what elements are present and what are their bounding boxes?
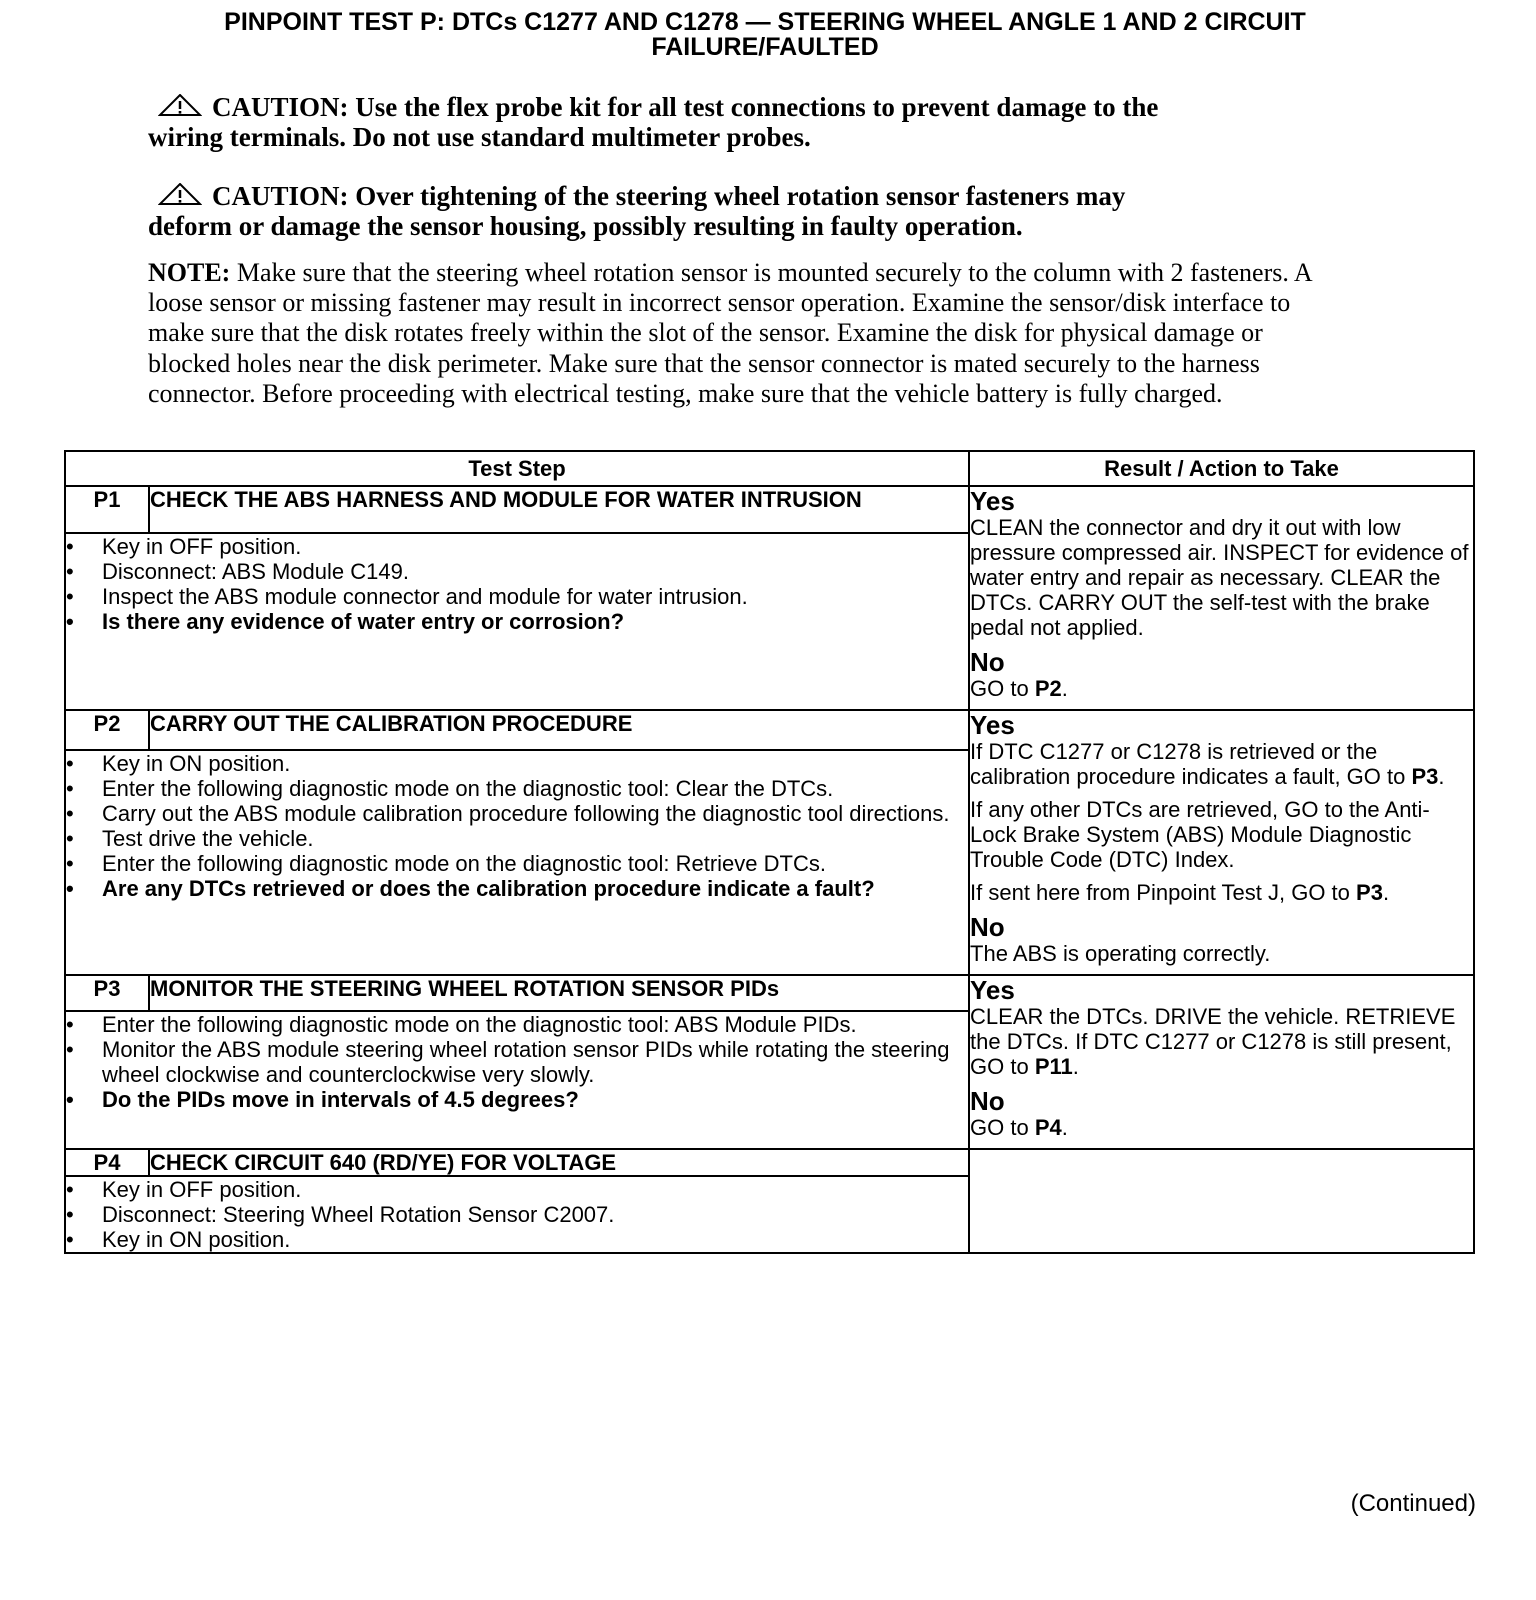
caution-text-line-1: CAUTION: Use the flex probe kit for all test connections to prevent damage to the: [212, 92, 1159, 122]
list-item: • Monitor the ABS module steering wheel rotation sensor PIDs while rotating the steering wheel clockwise and counterclockwise very slowly.: [66, 1037, 968, 1087]
goto-step-link: P4: [1034, 1115, 1062, 1140]
step-question: • Do the PIDs move in intervals of 4.5 degrees?: [66, 1087, 968, 1112]
step-id: P4: [65, 1149, 149, 1176]
page-title-line-2: FAILURE/FAULTED: [651, 33, 879, 61]
caution-flex-probe: [148, 92, 1378, 152]
result-cell: [969, 1149, 1474, 1253]
page-title-line-1: PINPOINT TEST P: DTCs C1277 AND C1278 — STEERING WHEEL ANGLE 1 AND 2 CIRCUIT: [224, 8, 1306, 36]
result-yes-label: Yes: [970, 710, 1015, 740]
header-test-step: Test Step: [65, 451, 969, 486]
step-heading: CHECK THE ABS HARNESS AND MODULE FOR WATER INTRUSION: [149, 486, 969, 533]
step-heading: MONITOR THE STEERING WHEEL ROTATION SENSOR PIDs: [149, 975, 969, 1011]
list-item: • Enter the following diagnostic mode on the diagnostic tool: ABS Module PIDs.: [66, 1012, 968, 1037]
step-body: [65, 1011, 969, 1149]
list-item: • Disconnect: Steering Wheel Rotation Sensor C2007.: [66, 1202, 968, 1227]
list-item: • Disconnect: ABS Module C149.: [66, 559, 968, 584]
result-yes-text: If DTC C1277 or C1278 is retrieved or the calibration procedure indicates a fault, GO to P3.: [970, 739, 1445, 789]
result-no-label: No: [970, 1086, 1005, 1116]
result-cell: [969, 486, 1474, 710]
caution-text-line-2: wiring terminals. Do not use standard multimeter probes.: [148, 122, 811, 152]
list-item: • Key in OFF position.: [66, 1177, 968, 1202]
step-bullet-list: [66, 534, 968, 634]
step-id: P2: [65, 710, 149, 750]
table-header-row: [65, 451, 1474, 486]
table-row: [65, 975, 1474, 1011]
caution-overtightening: [148, 181, 1378, 241]
goto-step-link: P2: [1034, 676, 1062, 701]
goto-step-link: P3: [1411, 764, 1439, 789]
page-title: [90, 10, 1440, 60]
result-yes-text: CLEAR the DTCs. DRIVE the vehicle. RETRIEVE the DTCs. If DTC C1277 or C1278 is still present, GO to P11.: [970, 1004, 1456, 1079]
list-item: • Enter the following diagnostic mode on the diagnostic tool: Clear the DTCs.: [66, 776, 968, 801]
table-row: [65, 710, 1474, 750]
result-no-text: The ABS is operating correctly.: [970, 941, 1271, 966]
result-no-label: No: [970, 647, 1005, 677]
step-bullet-list: [66, 1177, 968, 1252]
note-text: Make sure that the steering wheel rotation sensor is mounted securely to the column with 2 fasteners. A loose sensor or missing fastener may result in incorrect sensor operation. Examine the sensor/disk interface to make sure that the disk rotates freely within the slot of the sensor. Examine the disk for physical damage or blocked holes near the disk perimeter. Make sure that the sensor connector is mated securely to the harness connector. Before proceeding with electrical testing, make sure that the vehicle battery is fully charged.: [148, 258, 1312, 408]
result-cell: [969, 975, 1474, 1149]
step-question: • Are any DTCs retrieved or does the calibration procedure indicate a fault?: [66, 876, 968, 901]
step-bullet-list: [66, 1012, 968, 1112]
result-yes-label: Yes: [970, 975, 1015, 1005]
step-bullet-list: [66, 751, 968, 901]
result-no-text: GO to P4.: [970, 1115, 1068, 1140]
list-item: • Key in ON position.: [66, 751, 968, 776]
result-yes-text: If any other DTCs are retrieved, GO to the Anti-Lock Brake System (ABS) Module Diagnostic Trouble Code (DTC) Index.: [970, 797, 1430, 872]
caution-text-line-2: deform or damage the sensor housing, possibly resulting in faulty operation.: [148, 211, 1023, 241]
step-body: [65, 533, 969, 710]
goto-step-link: P11: [1034, 1054, 1073, 1079]
list-item: • Inspect the ABS module connector and module for water intrusion.: [66, 584, 968, 609]
step-heading: CARRY OUT THE CALIBRATION PROCEDURE: [149, 710, 969, 750]
step-id: P1: [65, 486, 149, 533]
result-yes-text: If sent here from Pinpoint Test J, GO to P3.: [970, 880, 1390, 905]
warning-triangle-icon: [158, 183, 202, 205]
table-row: [65, 1149, 1474, 1176]
note-label: NOTE:: [148, 258, 231, 287]
result-no-label: No: [970, 912, 1005, 942]
list-item: • Key in OFF position.: [66, 534, 968, 559]
continued-label: (Continued): [1350, 1490, 1476, 1517]
warning-triangle-icon: [158, 94, 202, 116]
list-item: • Test drive the vehicle.: [66, 826, 968, 851]
result-yes-label: Yes: [970, 486, 1015, 516]
result-yes-text: CLEAN the connector and dry it out with low pressure compressed air. INSPECT for evidence of water entry and repair as necessary. CLEAR the DTCs. CARRY OUT the self-test with the brake pedal not applied.: [970, 515, 1469, 640]
step-body: [65, 750, 969, 975]
step-body: [65, 1176, 969, 1253]
list-item: • Enter the following diagnostic mode on the diagnostic tool: Retrieve DTCs.: [66, 851, 968, 876]
caution-text-line-1: CAUTION: Over tightening of the steering wheel rotation sensor fasteners may: [212, 181, 1126, 211]
step-heading: CHECK CIRCUIT 640 (RD/YE) FOR VOLTAGE: [149, 1149, 969, 1176]
note-paragraph: [148, 258, 1348, 409]
result-cell: [969, 710, 1474, 975]
list-item: • Carry out the ABS module calibration procedure following the diagnostic tool directions.: [66, 801, 968, 826]
list-item: • Key in ON position.: [66, 1227, 968, 1252]
header-result-action: Result / Action to Take: [969, 451, 1474, 486]
step-question: • Is there any evidence of water entry or corrosion?: [66, 609, 968, 634]
pinpoint-test-table: [64, 450, 1475, 1254]
table-row: [65, 486, 1474, 533]
result-no-text: GO to P2.: [970, 676, 1068, 701]
step-id: P3: [65, 975, 149, 1011]
goto-step-link: P3: [1356, 880, 1383, 905]
